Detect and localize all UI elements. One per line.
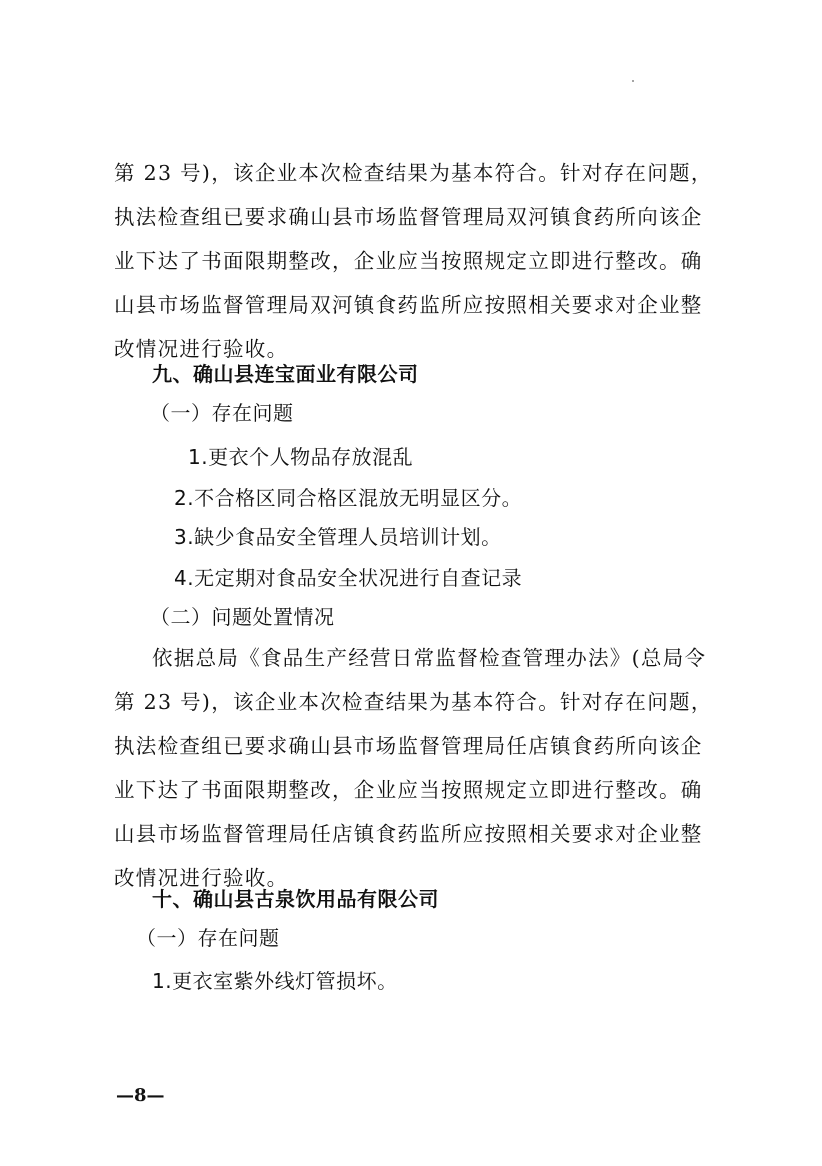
paragraph-line: 山县市场监督管理局任店镇食药监所应按照相关要求对企业整 bbox=[114, 822, 703, 846]
paragraph-line: 业下达了书面限期整改，企业应当按照规定立即进行整改。确 bbox=[114, 778, 703, 802]
problem-item: 3.缺少食品安全管理人员培训计划。 bbox=[174, 525, 502, 549]
scan-speck bbox=[632, 80, 634, 82]
section-heading: 九、确山县连宝面业有限公司 bbox=[152, 362, 419, 386]
subsection-heading: （一）存在问题 bbox=[150, 401, 294, 425]
paragraph-line: 执法检查组已要求确山县市场监督管理局任店镇食药所向该企 bbox=[114, 734, 703, 758]
section-heading: 十、确山县古泉饮用品有限公司 bbox=[152, 887, 439, 911]
paragraph-line: 执法检查组已要求确山县市场监督管理局双河镇食药所向该企 bbox=[114, 205, 703, 229]
paragraph-line: 山县市场监督管理局双河镇食药监所应按照相关要求对企业整 bbox=[114, 293, 703, 317]
paragraph-line: 改情况进行验收。 bbox=[114, 866, 289, 890]
problem-item: 1.更衣室紫外线灯管损坏。 bbox=[152, 969, 398, 993]
subsection-heading: （二）问题处置情况 bbox=[150, 605, 335, 629]
page-number: —8— bbox=[116, 1085, 165, 1106]
problem-item: 4.无定期对食品安全状况进行自查记录 bbox=[174, 566, 523, 590]
subsection-heading: （一）存在问题 bbox=[136, 926, 280, 950]
paragraph-line: 业下达了书面限期整改，企业应当按照规定立即进行整改。确 bbox=[114, 249, 703, 273]
problem-item: 2.不合格区同合格区混放无明显区分。 bbox=[174, 486, 523, 510]
paragraph-line: 改情况进行验收。 bbox=[114, 337, 289, 361]
paragraph-line: 第 23 号)，该企业本次检查结果为基本符合。针对存在问题， bbox=[114, 690, 713, 714]
paragraph-line: 第 23 号)，该企业本次检查结果为基本符合。针对存在问题， bbox=[114, 161, 713, 185]
paragraph-line: 依据总局《食品生产经营日常监督检查管理办法》(总局令 bbox=[152, 646, 707, 670]
problem-item: 1.更衣个人物品存放混乱 bbox=[188, 445, 414, 469]
